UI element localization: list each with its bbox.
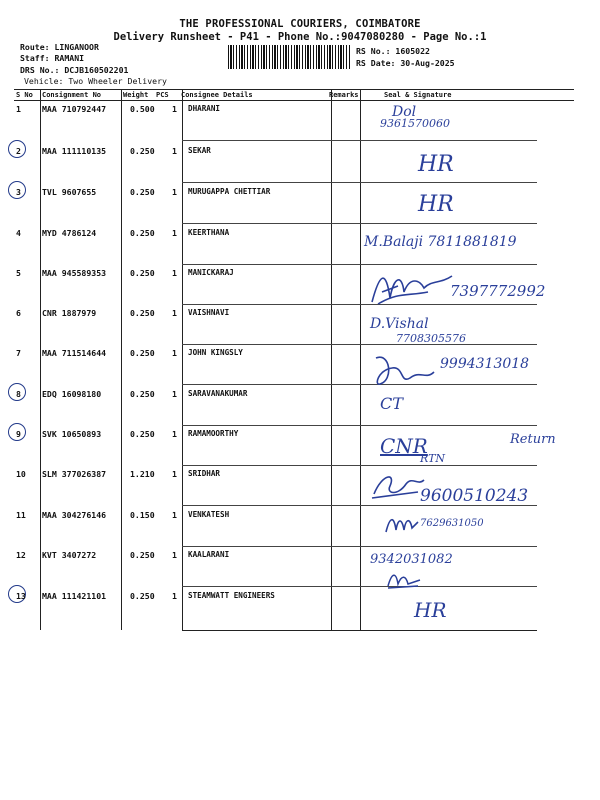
row-consignee: KAALARANI: [188, 550, 230, 559]
row-weight: 1.210: [130, 469, 155, 479]
barcode: [228, 45, 351, 69]
table-row: [0, 550, 600, 592]
signature-10-scribble: [368, 468, 428, 502]
row-weight: 0.250: [130, 228, 155, 238]
row-pcs: 1: [172, 429, 177, 439]
row-divider: [182, 140, 537, 141]
row-sno: 1: [16, 104, 21, 114]
row-divider: [182, 586, 537, 587]
signature-3: HR: [418, 192, 454, 217]
col-header-sno: S No: [16, 91, 33, 99]
col-header-remarks: Remarks: [329, 91, 359, 99]
row-divider: [182, 304, 537, 305]
row-consignment: MAA 304276146: [42, 510, 107, 520]
row-sno: 6: [16, 308, 21, 318]
row-divider: [182, 223, 537, 224]
col-header-consignment: Consignment No: [42, 91, 102, 99]
row-consignment: MYD 4786124: [42, 228, 97, 238]
row-weight: 0.250: [130, 348, 155, 358]
row-pcs: 1: [172, 510, 177, 520]
row-divider: [182, 182, 537, 183]
col-header-seal: Seal & Signature: [384, 91, 452, 99]
row-sno: 9: [16, 429, 21, 439]
row-consignee: STEAMWATT ENGINEERS: [188, 591, 275, 600]
row-pcs: 1: [172, 228, 177, 238]
runsheet-subtitle: Delivery Runsheet - P41 - Phone No.:9047080280 - Page No.:1: [113, 31, 487, 43]
row-weight: 0.250: [130, 146, 155, 156]
signature-6-name: D.Vishal: [370, 316, 429, 332]
header-bottom-line: [14, 100, 574, 101]
table-row: [0, 389, 600, 431]
row-weight: 0.250: [130, 429, 155, 439]
signature-7-phone: 9994313018: [440, 356, 530, 372]
table-row: [0, 591, 600, 633]
table-row: [0, 510, 600, 552]
row-consignment: EDQ 16098180: [42, 389, 102, 399]
signature-12-scribble: [384, 570, 424, 590]
row-consignment: MAA 711514644: [42, 348, 107, 358]
row-divider: [182, 425, 537, 426]
signature-9-rtn: RTN: [420, 452, 446, 465]
row-weight: 0.250: [130, 308, 155, 318]
row-consignee: SRIDHAR: [188, 469, 221, 478]
col-header-pcs: PCS: [156, 91, 169, 99]
row-sno: 3: [16, 187, 21, 197]
table-row: [0, 146, 600, 188]
row-consignee: RAMAMOORTHY: [188, 429, 239, 438]
signature-8: CT: [380, 394, 403, 413]
row-sno: 13: [16, 591, 26, 601]
signature-10-phone: 9600510243: [420, 486, 529, 506]
row-sno: 2: [16, 146, 21, 156]
row-pcs: 1: [172, 104, 177, 114]
row-pcs: 1: [172, 146, 177, 156]
row-weight: 0.250: [130, 591, 155, 601]
row-weight: 0.250: [130, 550, 155, 560]
row-sno: 8: [16, 389, 21, 399]
row-divider: [182, 384, 537, 385]
signature-2: HR: [418, 152, 454, 177]
signature-12-phone: 9342031082: [370, 552, 453, 567]
row-consignee: VENKATESH: [188, 510, 230, 519]
row-divider: [182, 344, 537, 345]
signature-6-phone: 7708305576: [396, 332, 466, 345]
row-consignment: KVT 3407272: [42, 550, 97, 560]
row-divider: [182, 264, 537, 265]
signature-5-phone: 7397772992: [450, 282, 546, 300]
signature-1-name: Dol: [392, 104, 417, 120]
row-weight: 0.250: [130, 268, 155, 278]
row-pcs: 1: [172, 389, 177, 399]
row-sno: 5: [16, 268, 21, 278]
row-pcs: 1: [172, 550, 177, 560]
row-pcs: 1: [172, 348, 177, 358]
row-consignee: JOHN KINGSLY: [188, 348, 243, 357]
drs-number: DRS No.: DCJB160502201: [20, 65, 129, 75]
row-pcs: 1: [172, 268, 177, 278]
row-sno: 7: [16, 348, 21, 358]
row-consignment: MAA 710792447: [42, 104, 107, 114]
row-divider: [182, 465, 537, 466]
row-consignment: CNR 1887979: [42, 308, 97, 318]
company-name: THE PROFESSIONAL COURIERS, COIMBATORE: [179, 18, 421, 30]
rs-date: RS Date: 30-Aug-2025: [356, 58, 455, 68]
row-weight: 0.250: [130, 187, 155, 197]
table-row: [0, 104, 600, 146]
signature-9-return: Return: [510, 432, 556, 447]
row-consignee: MURUGAPPA CHETTIAR: [188, 187, 271, 196]
signature-11-scribble: [384, 512, 420, 538]
signature-5-scribble: [368, 262, 458, 310]
header-top-line: [14, 89, 574, 90]
row-consignment: MAA 945589353: [42, 268, 107, 278]
row-weight: 0.500: [130, 104, 155, 114]
row-pcs: 1: [172, 187, 177, 197]
staff-label: Staff: RAMANI: [20, 53, 85, 63]
signature-4: M.Balaji 7811881819: [364, 234, 517, 250]
signature-11-phone: 7629631050: [420, 518, 484, 529]
row-weight: 0.150: [130, 510, 155, 520]
row-consignee: SARAVANAKUMAR: [188, 389, 248, 398]
signature-1-phone: 9361570060: [380, 117, 450, 130]
row-consignee: VAISHNAVI: [188, 308, 230, 317]
row-sno: 4: [16, 228, 21, 238]
row-weight: 0.250: [130, 389, 155, 399]
row-sno: 10: [16, 469, 26, 479]
col-header-weight: Weight: [123, 91, 149, 99]
row-consignment: SLM 377026387: [42, 469, 107, 479]
row-divider: [182, 546, 537, 547]
vehicle-label: Vehicle: Two Wheeler Delivery: [24, 76, 167, 86]
row-pcs: 1: [172, 591, 177, 601]
row-consignee: KEERTHANA: [188, 228, 230, 237]
row-consignment: SVK 10650893: [42, 429, 102, 439]
row-sno: 11: [16, 510, 26, 520]
route-label: Route: LINGANOOR: [20, 42, 99, 52]
row-consignment: TVL 9607655: [42, 187, 97, 197]
rs-number: RS No.: 1605022: [356, 46, 430, 56]
signature-13: HR: [414, 598, 447, 622]
row-pcs: 1: [172, 308, 177, 318]
table-row: [0, 308, 600, 350]
row-sno: 12: [16, 550, 26, 560]
row-consignment: MAA 111110135: [42, 146, 107, 156]
table-row: [0, 187, 600, 229]
row-consignment: MAA 111421101: [42, 591, 107, 601]
signature-7-scribble: [370, 350, 440, 390]
col-header-consignee: Consignee Details: [181, 91, 253, 99]
signature-9-cnr: CNR: [380, 434, 428, 458]
row-consignee: SEKAR: [188, 146, 211, 155]
row-consignee: MANICKARAJ: [188, 268, 234, 277]
row-pcs: 1: [172, 469, 177, 479]
row-consignee: DHARANI: [188, 104, 221, 113]
